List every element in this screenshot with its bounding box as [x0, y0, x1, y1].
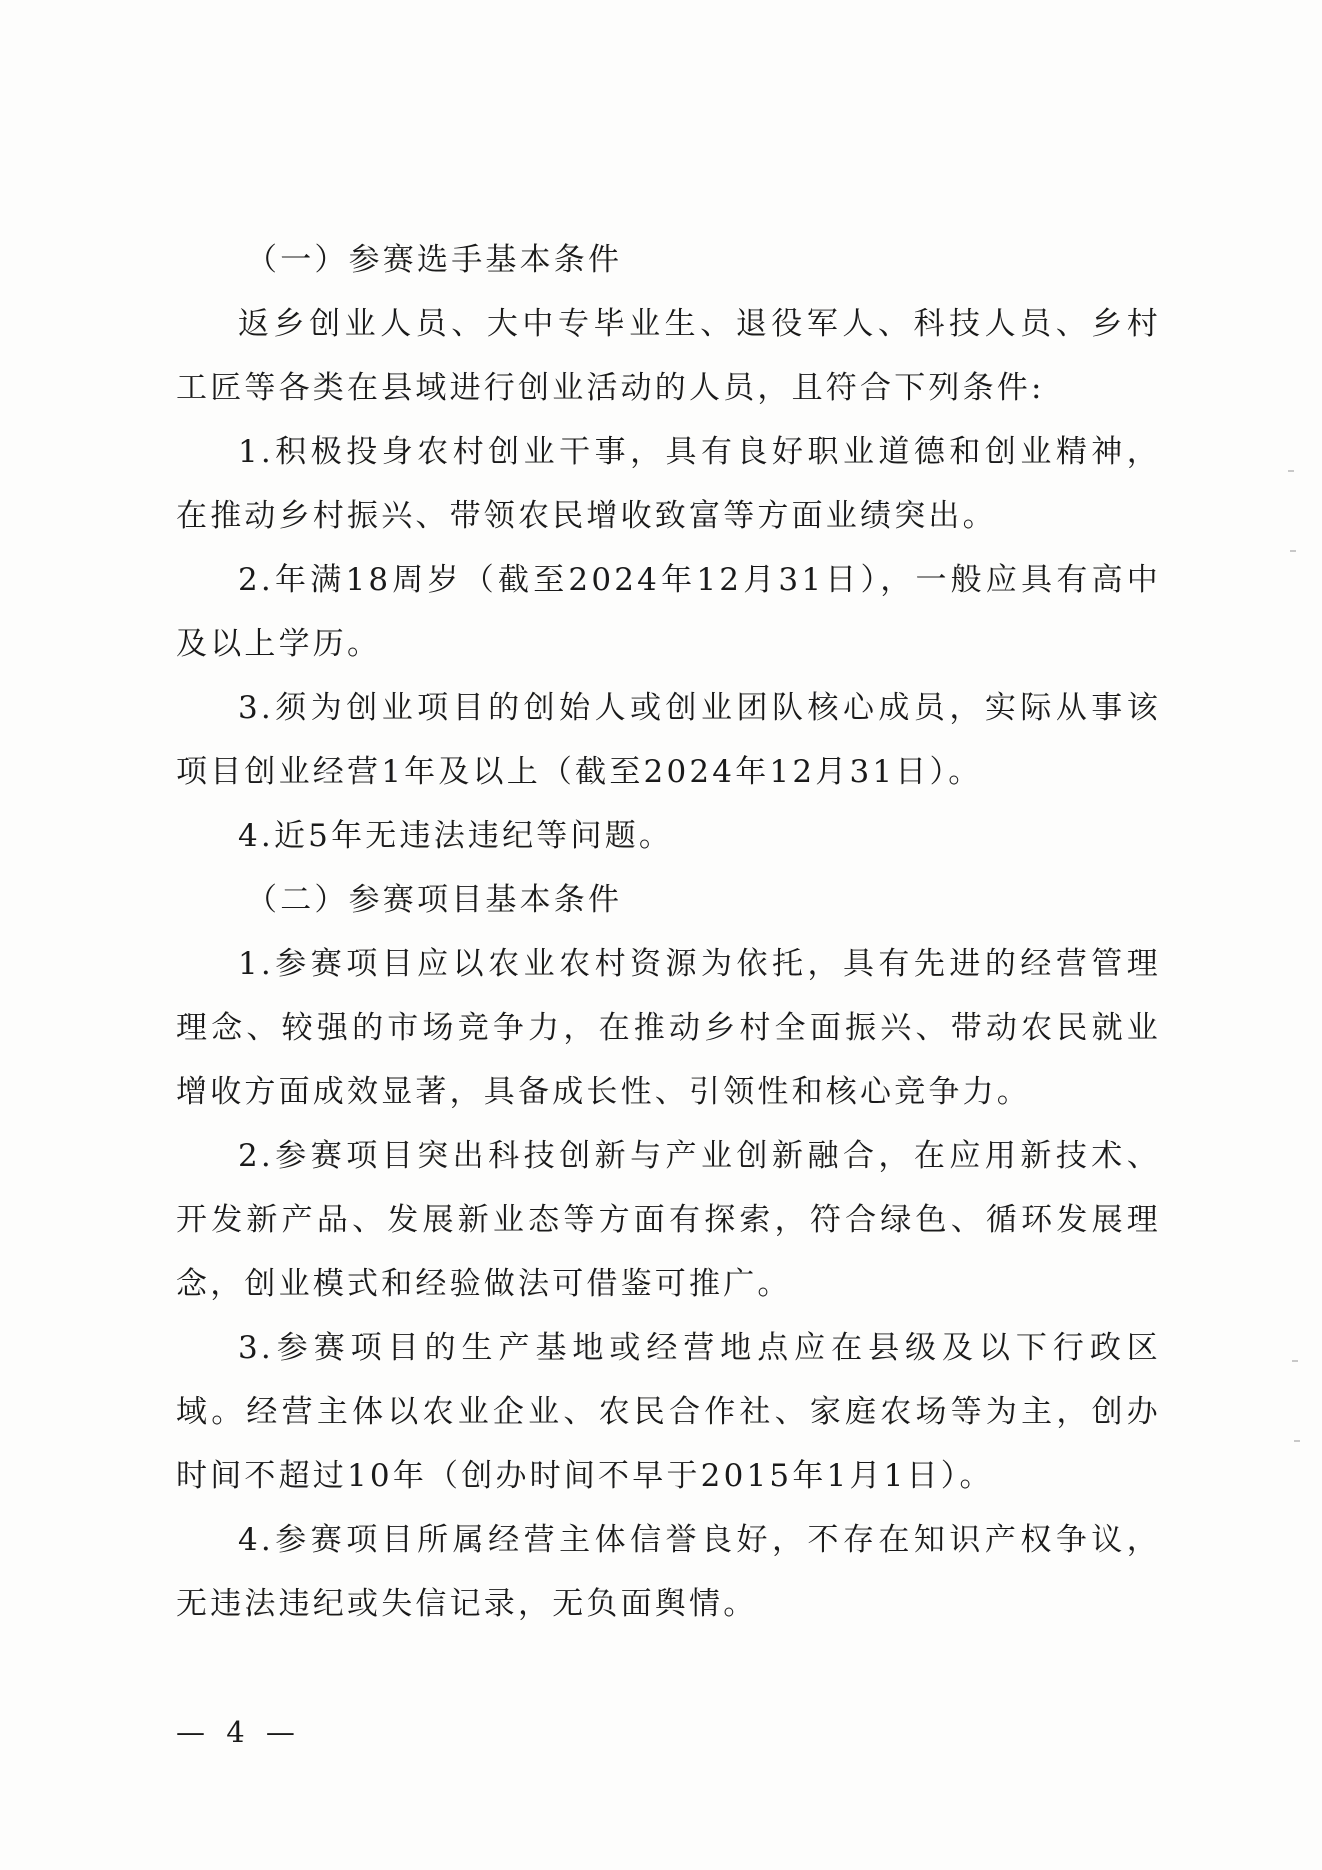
section-heading-2: （二）参赛项目基本条件: [246, 882, 623, 918]
section-2-item-3: 3.参赛项目的生产基地或经营地点应在县级及以下行政区域。经营主体以农业企业、农民合作社、家庭农场等为主，创办时间不超过10年（创办时间不早于2015年1月1日）。: [176, 1330, 1161, 1494]
scan-speck: [1292, 1360, 1298, 1362]
scan-speck: [1288, 470, 1294, 472]
scan-speck: [1290, 550, 1296, 552]
section-1-item-2: 2.年满18周岁（截至2024年12月31日），一般应具有高中及以上学历。: [176, 562, 1161, 662]
section-1-item-4: 4.近5年无违法违纪等问题。: [238, 818, 674, 854]
document-body: [176, 228, 1161, 1636]
scan-speck: [1294, 1440, 1300, 1442]
section-2-item-2: 2.参赛项目突出科技创新与产业创新融合，在应用新技术、开发新产品、发展新业态等方面有探索，符合绿色、循环发展理念，创业模式和经验做法可借鉴可推广。: [176, 1138, 1161, 1302]
section-heading-1: （一）参赛选手基本条件: [246, 242, 623, 278]
section-1-item-3: 3.须为创业项目的创始人或创业团队核心成员，实际从事该项目创业经营1年及以上（截至2024年12月31日）。: [176, 690, 1161, 790]
section-1-paragraph-intro: 返乡创业人员、大中专毕业生、退役军人、科技人员、乡村工匠等各类在县域进行创业活动的人员，且符合下列条件:: [176, 306, 1161, 406]
section-1-item-1: 1.积极投身农村创业干事，具有良好职业道德和创业精神，在推动乡村振兴、带领农民增收致富等方面业绩突出。: [176, 434, 1161, 534]
section-2-item-4: 4.参赛项目所属经营主体信誉良好，不存在知识产权争议，无违法违纪或失信记录，无负面舆情。: [176, 1522, 1161, 1622]
page-number: — 4 —: [176, 1715, 301, 1749]
section-2-item-1: 1.参赛项目应以农业农村资源为依托，具有先进的经营管理理念、较强的市场竞争力，在推动乡村全面振兴、带动农民就业增收方面成效显著，具备成长性、引领性和核心竞争力。: [176, 946, 1161, 1110]
